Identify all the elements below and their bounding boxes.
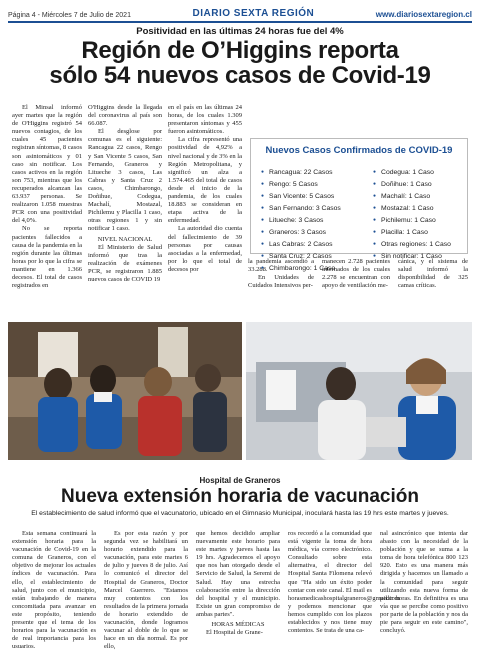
subheading-horas-medicas: HORAS MÉDICAS	[211, 621, 265, 629]
article2-kicker: Hospital de Graneros	[199, 476, 281, 485]
list-item: ● Graneros: 3 Casos	[261, 227, 341, 239]
paragraph: La cifra representó una positividad de 4,92% a nivel nacional y de 3% en la Región Metropolitana, y significó un alza a 1.574.465 del total de casos desde el inicio de la pandemia, de los cuales 18.883 se consideran en etapa activa de la enfermedad.	[168, 136, 242, 225]
list-item: ● Santa Cruz: 2 Casos	[261, 251, 341, 263]
infobox-title: Nuevos Casos Confirmados de COVID-19	[265, 145, 453, 156]
list-item: ● Doñihue: 1 Caso	[373, 179, 451, 191]
article2-column-2	[104, 530, 188, 651]
vaccination-scene-image	[8, 322, 242, 460]
paragraph: manecen 2.728 pacientes internados de los cuales 2.278 se encuentran con apoyo de ventilación me-	[322, 258, 390, 290]
paragraph: El Hospital de Grane-	[206, 629, 263, 637]
paragraph: El Ministerio de Salud informó que tras la realización de exámenes PCR, se registraron 1.885 nuevos casos de COVID 19	[88, 243, 162, 283]
paragraph: que hemos decidido ampliar nuevamente este horario para este martes y jueves hasta las 19 hrs. Agradecemos el apoyo que nos han otorgado desde el Servicio de Salud, la Seremi de Salud. Hay una estrecha colaboración entre la dirección del hospital y el municipio. Existe un gran compromiso de ambas partes".	[196, 530, 280, 618]
list-item: ● Pichilemu: 1 Caso	[373, 215, 451, 227]
list-item: ● Las Cabras: 2 Casos	[261, 239, 341, 251]
paragraph: No se reporta pacientes fallecidos a causa de la pandemia en la región durante las últimas horas por lo que la cifra se mantiene en 1.366 decesos. El total de casos registrados en	[12, 225, 82, 290]
article2-headline: Nueva extensión horaria de vacunación	[61, 486, 419, 507]
list-item: ● Codegua: 1 Caso	[373, 167, 451, 179]
list-item: ● Chimbarongo: 1 Caso	[261, 263, 341, 275]
vaccination-photo-left	[8, 322, 242, 460]
article2-column-5	[380, 530, 468, 635]
article2-lead: El establecimiento de salud informó que el vacunatorio, ubicado en el Gimnasio Municipal, inoculará hasta las 19 hrs este martes y jueves.	[31, 510, 449, 517]
paragraph: Es por esta razón y por segunda vez se habilitará un horario extendido para la vacunación, para este martes 6 de julio y jueves 8 de julio. Así lo comunicó el director del Hospital de Graneros, Doctor Marcel Guerrero. "Estamos muy contentos con los resultados de la primera jornada de horario extendido de vacunación, donde logramos vacunar al doble de lo que se hace en un día normal. Es por ello,	[104, 530, 188, 651]
article1-headline	[0, 38, 480, 88]
list-item: ● Mostazal: 1 Caso	[373, 203, 451, 215]
list-item: ● Placilla: 1 Caso	[373, 227, 451, 239]
infobox-list-right	[373, 167, 451, 263]
paragraph: nal asincrónico que intenta dar abasto con la necesidad de la población y que se suma a la toma de hora telefónica 800 123 920. Esto es una manera más dirigida y hacemos un llamado a la comunidad para seguir utilizando esta nueva forma de pedir horas. En definitiva es una vía que se percibe como positivo por parte de la población y nos da pie para seguir en este camino", concluyó.	[380, 530, 468, 635]
list-item: ● Litueche: 3 Casos	[261, 215, 341, 227]
list-item: ● San Vicente: 5 Casos	[261, 191, 341, 203]
infobox-list-left	[261, 167, 341, 275]
publication-name: DIARIO SEXTA REGIÓN	[192, 8, 315, 19]
hospital-scene-image	[246, 322, 472, 460]
paragraph: cánica, y el sistema de salud informó la disponibilidad de 325 camas críticas.	[398, 258, 468, 290]
list-item: ● Rancagua: 22 Casos	[261, 167, 341, 179]
paragraph: O'Higgins desde la llegada del coronavirus al país son 66.087.	[88, 104, 162, 128]
list-item: ● Sin notificar: 1 Caso	[373, 251, 451, 263]
article1-kicker: Positividad en las últimas 24 horas fue del 4%	[136, 26, 344, 37]
article1-column-1	[12, 104, 82, 290]
vaccination-photo-right	[246, 322, 472, 460]
article2-column-3	[196, 530, 280, 637]
paragraph: Esta semana continuará la extensión horaria para la vacunación de Covid-19 en la comuna de Graneros, con el objetivo de mejorar los actuales índices de vacunación. Para ello, el establecimiento de salud, junto con el municipio, están trabajando de manera concomitada para avanzar en este propósito, teniendo presente que el tema de los horarios para la vacunación es de real importancia para los usuarios.	[12, 530, 96, 651]
list-item: ● Otras regiones: 1 Caso	[373, 239, 451, 251]
page-info: Página 4 - Miércoles 7 de Julio de 2021	[8, 12, 131, 19]
paragraph: La autoridad dio cuenta del fallecimiento de 39 personas por causas asociadas a la enfermedad, por lo que el total de decesos por	[168, 225, 242, 273]
subheading-nivel-nacional: NIVEL NACIONAL	[97, 235, 153, 243]
paragraph: El desglose por comunas es el siguiente: Rancagua 22 casos, Rengo y San Vicente 5 casos, San Fernando, Graneros y Litueche 3 casos, Las Cabras y Santa Cruz 2 casos, Chimbarongo, Doñihue, Codegua, Machalí, Mostazal, Pichilemu y Placilla 1 caso, otras regiones 1 y sin notificar 1 caso.	[88, 128, 162, 233]
paragraph: En Unidades de Cuidados Intensivos per-	[248, 274, 314, 290]
paragraph: en el país en las últimas 24 horas, de los cuales 1.309 presentaron síntomas y 455 fueron asintomáticos.	[168, 104, 242, 136]
list-item: ● San Fernando: 3 Casos	[261, 203, 341, 215]
article1-column-2	[88, 104, 162, 284]
paragraph: la pandemia ascendió a 33.288.	[248, 258, 314, 274]
page-header	[8, 5, 472, 23]
headline-line-2: sólo 54 nuevos casos de Covid-19	[49, 62, 431, 89]
headline-line-1: Región de O’Higgins reporta	[81, 37, 399, 64]
list-item: ● Machalí: 1 Caso	[373, 191, 451, 203]
article2-column-4	[288, 530, 400, 635]
paragraph: El Minsal informó ayer martes que la región de O'Higgins registró 54 nuevos contagios, de los cuales 45 pacientes registran síntomas, 8 casos son asintomáticos y 01 caso sin notificar. Los casos activos en la región son 753, mientras que los recuperados alcanzan las 63.937 personas. Se realizaron 1.058 muestras PCR con una positividad del 4,0%.	[12, 104, 82, 225]
article2-column-1	[12, 530, 96, 651]
paragraph: ros recordó a la comunidad que está vigente la toma de hora médica, vía correo electrónico. Consultado sobre esta alternativa, el director del Hospital Santa Filomena relevó que "Ha sido un éxito poder contar con este canal. El mail es horasmedicashospitalgraneros@gmail.com y podemos mencionar que hemos cumplido con los plazos establecidos y nos tiene muy contentos. Se trata de una ca-	[288, 530, 400, 635]
article1-column-3	[168, 104, 242, 274]
website-link[interactable]: www.diariosextaregion.cl	[375, 10, 472, 19]
list-item: ● Rengo: 5 Casos	[261, 179, 341, 191]
